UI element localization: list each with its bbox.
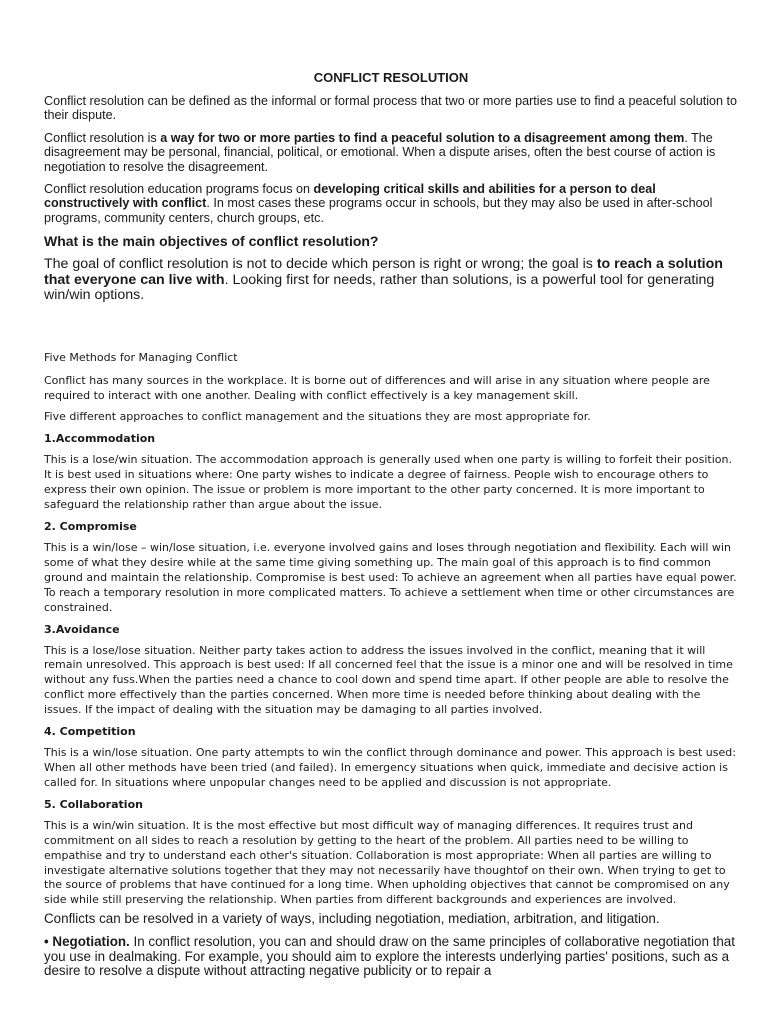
spacer — [44, 304, 738, 351]
objectives-heading: What is the main objectives of conflict resolution? — [44, 233, 379, 250]
method-heading-avoidance: 3.Avoidance — [44, 622, 120, 636]
method-heading-accommodation: 1.Accommodation — [44, 432, 156, 446]
method-text-compromise: This is a win/lose – win/lose situation, i.e. everyone involved gains and loses through negotiation and flexibility. Each will win some of what they desire while at the same time giving something up. The main goal of this approach is to find common ground and maintain the relationship. Compromise is best used: To achieve an agreement when all parties have equal power. To reach a temporary resolution in more complicated matters. To achieve a settlement when time or other circumstances are constrained. — [44, 541, 737, 614]
intro-paragraph-1: Conflict resolution can be defined as the informal or formal process that two or more parties use to find a peaceful solution to their dispute. — [44, 94, 738, 123]
method-heading-competition: 4. Competition — [44, 725, 136, 739]
intro-paragraph-3: Conflict resolution education programs focus on developing critical skills and abilities for a person to deal constructively with conflict. In most cases these programs occur in schools, but they may also be used in after-school programs, community centers, church groups, etc. — [44, 182, 713, 225]
methods-intro-2: Five different approaches to conflict management and the situations they are most appropriate for. — [44, 410, 591, 424]
method-heading-compromise: 2. Compromise — [44, 520, 137, 533]
resolution-ways-paragraph: Conflicts can be resolved in a variety of ways, including negotiation, mediation, arbitration, and litigation. — [44, 911, 660, 927]
method-text-avoidance: This is a lose/lose situation. Neither party takes action to address the issues involved in the conflict, meaning that it will remain unresolved. This approach is best used: If all concerned feel that the issue is a minor one and will be resolved in time without any fuss.When the parties need a chance to cool down and spend time apart. If other people are able to resolve the conflict more effectively than the parties concerned. When more time is needed before thinking about dealing with the issues. If the impact of dealing with the situation may be damaging to all parties involved. — [44, 643, 733, 717]
document-page — [44, 70, 738, 978]
method-heading-collaboration: 5. Collaboration — [44, 797, 143, 811]
intro-paragraph-2: Conflict resolution is a way for two or more parties to find a peaceful solution to a disagreement among them. The disagreement may be personal, financial, political, or emotional. When a dispute arises, often the best course of action is negotiation to resolve the disagreement. — [44, 130, 716, 174]
method-text-competition: This is a win/lose situation. One party attempts to win the conflict through dominance and power. This approach is best used: When all other methods have been tried (and failed). In emergency situations when quick, immediate and decisive action is called for. In situations where unpopular changes need to be applied and discussion is not appropriate. — [44, 746, 736, 789]
method-text-accommodation: This is a lose/win situation. The accommodation approach is generally used when one party is willing to forfeit their position. It is best used in situations where: One party wishes to indicate a degree of fairness. People wish to encourage others to express their own opinion. The issue or problem is more important to the other party concerned. It is more important to safeguard the relationship rather than argue about the issue. — [44, 453, 732, 512]
negotiation-paragraph: • Negotiation. In conflict resolution, you can and should draw on the same principles of collaborative negotiation that you use in dealmaking. For example, you should aim to explore the interests underlying parties' positions, such as a desire to resolve a dispute without attracting negative publicity or to repair a — [44, 934, 735, 978]
methods-heading: Five Methods for Managing Conflict — [44, 350, 238, 364]
method-text-collaboration: This is a win/win situation. It is the most effective but most difficult way of managing differences. It requires trust and commitment on all sides to reach a resolution by getting to the heart of the problem. All parties need to be willing to empathise and try to understand each other's situation. Collaboration is most appropriate: When all parties are willing to investigate alternative solutions together that they may not necessarily have thoughtof on their own. When trying to get to the source of problems that have continued for a long time. When upholding objectives that cannot be compromised on any side while still preserving the relationship. When parties from different backgrounds and experiences are involved. — [44, 818, 730, 907]
document-title: CONFLICT RESOLUTION — [313, 70, 469, 85]
methods-intro-1: Conflict has many sources in the workplace. It is borne out of differences and will arise in any situation where people are required to interact with one another. Dealing with conflict effectively is a key management skill. — [44, 373, 710, 402]
objectives-paragraph: The goal of conflict resolution is not to decide which person is right or wrong; the goal is to reach a solution that everyone can live with. Looking first for needs, rather than solutions, is a powerful tool for generating win/win options. — [44, 256, 723, 304]
